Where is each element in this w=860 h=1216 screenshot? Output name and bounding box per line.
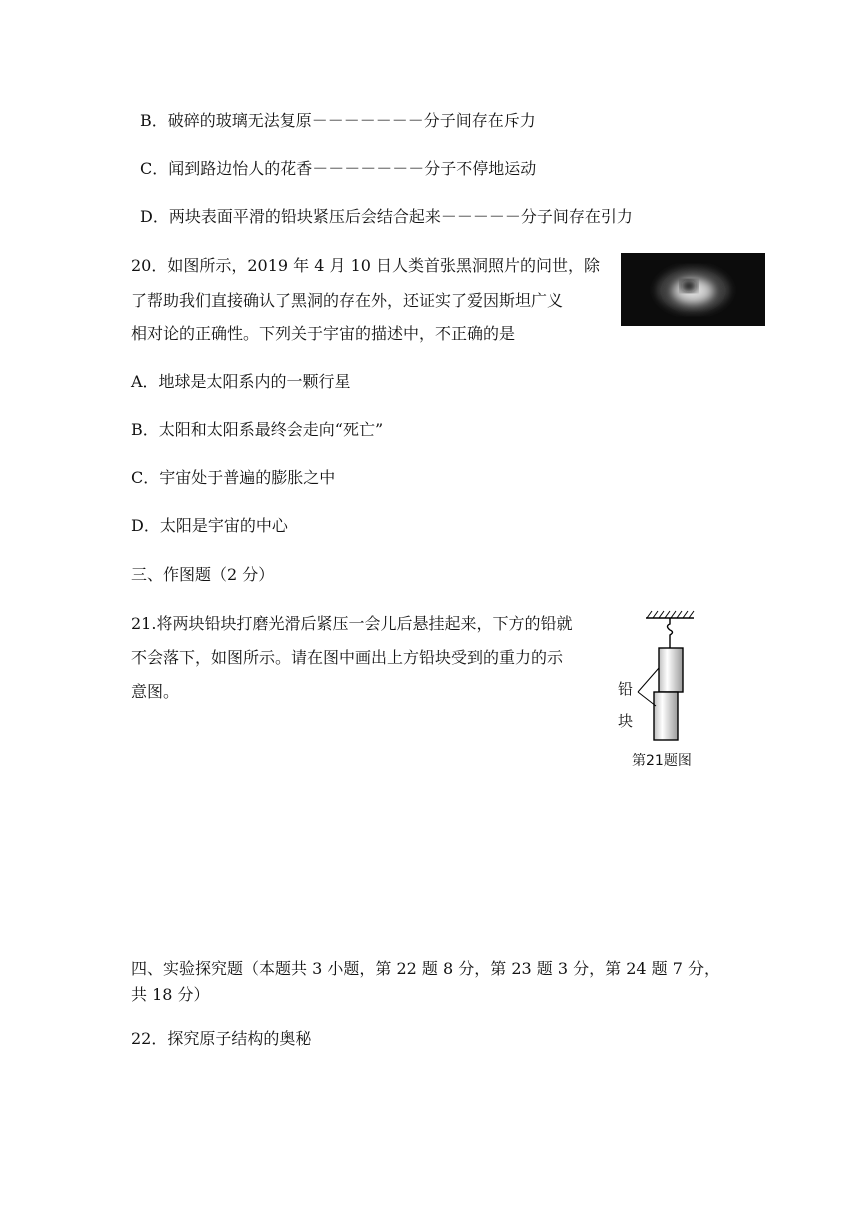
question-20-option-d: D．太阳是宇宙的中心 — [131, 516, 288, 535]
section-4-heading-line-2: 共 18 分） — [131, 985, 210, 1004]
question-20-option-a: A．地球是太阳系内的一颗行星 — [131, 372, 351, 391]
lead-label-bottom: 块 — [618, 712, 634, 730]
section-4-heading-line-1: 四、实验探究题（本题共 3 小题，第 22 题 8 分，第 23 题 3 分，第 24 题 7 分， — [131, 959, 721, 978]
question-19-option-d: D．两块表面平滑的铅块紧压后会结合起来－－－－－分子间存在引力 — [140, 207, 633, 226]
question-20-option-c: C．宇宙处于普遍的膨胀之中 — [131, 468, 336, 487]
question-20-option-b: B．太阳和太阳系最终会走向“死亡” — [131, 420, 384, 439]
lead-blocks-figure — [616, 608, 706, 778]
black-hole-photo — [621, 253, 765, 326]
figure-21-caption: 第21题图 — [632, 753, 692, 769]
question-21-text-line-1: 21.将两块铅块打磨光滑后紧压一会儿后悬挂起来，下方的铅就 — [131, 614, 573, 633]
lead-label-top: 铅 — [618, 680, 634, 698]
question-21-text-line-2: 不会落下，如图所示。请在图中画出上方铅块受到的重力的示 — [131, 648, 564, 667]
question-22-title: 22．探究原子结构的奥秘 — [131, 1029, 312, 1048]
question-20-text-line-3: 相对论的正确性。下列关于宇宙的描述中，不正确的是 — [131, 324, 516, 343]
question-20-text-line-1: 20．如图所示，2019 年 4 月 10 日人类首张黑洞照片的问世，除 — [131, 256, 601, 275]
question-21-text-line-3: 意图。 — [131, 682, 180, 701]
question-19-option-b: B．破碎的玻璃无法复原－－－－－－－分子间存在斥力 — [140, 111, 536, 130]
section-3-heading: 三、作图题（2 分） — [131, 565, 275, 584]
question-19-option-c: C．闻到路边怡人的花香－－－－－－－分子不停地运动 — [140, 159, 537, 178]
question-20-text-line-2: 了帮助我们直接确认了黑洞的存在外，还证实了爱因斯坦广义 — [131, 291, 564, 310]
